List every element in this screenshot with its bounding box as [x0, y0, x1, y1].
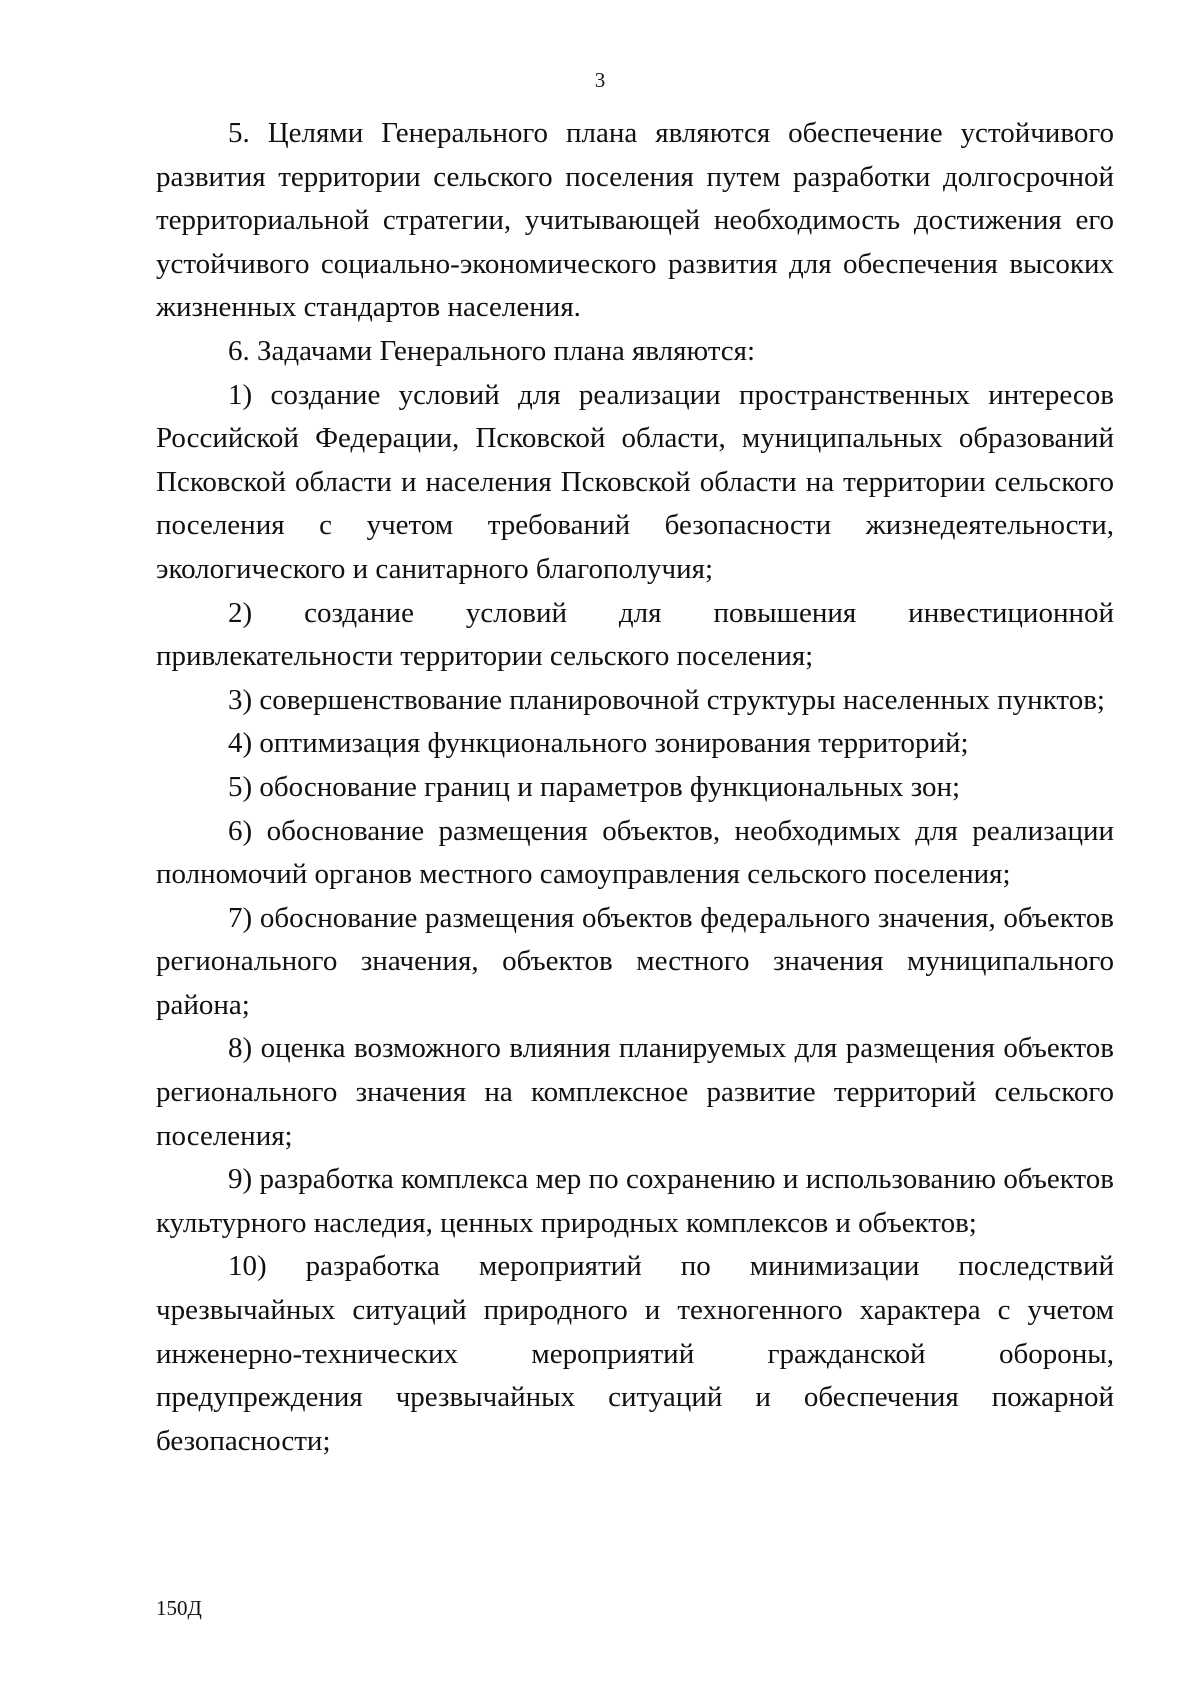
list-item-7: 7) обоснование размещения объектов федерального значения, объектов регионального значения, объектов местного значения муниципального района;	[156, 901, 1114, 1021]
list-item-8: 8) оценка возможного влияния планируемых для размещения объектов регионального значения на комплексное развитие территорий сельского поселения;	[156, 1032, 1114, 1152]
page-number: 3	[594, 68, 606, 92]
list-item-1: 1) создание условий для реализации пространственных интересов Российской Федерации, Псковской области, муниципальных образований Псковской области и населения Псковской области на территории сельского поселения с учетом требований безопасности жизнедеятельности, экологического и санитарного благополучия;	[156, 378, 1114, 585]
document-code: 150Д	[156, 1596, 202, 1620]
list-item-6: 6) обоснование размещения объектов, необходимых для реализации полномочий органов местного самоуправления сельского поселения;	[156, 814, 1114, 891]
list-item-3: 3) совершенствование планировочной структуры населенных пунктов;	[228, 683, 1105, 716]
paragraph-goals: 5. Целями Генерального плана являются обеспечение устойчивого развития территории сельского поселения путем разработки долгосрочной территориальной стратегии, учитывающей необходимость достижения его устойчивого социально-экономического развития для обеспечения высоких жизненных стандартов населения.	[156, 117, 1114, 324]
document-body	[156, 112, 1114, 1463]
list-item-5: 5) обоснование границ и параметров функциональных зон;	[228, 770, 961, 803]
list-item-9: 9) разработка комплекса мер по сохранению и использованию объектов культурного наследия, ценных природных комплексов и объектов;	[156, 1163, 1114, 1239]
list-item-10: 10) разработка мероприятий по минимизации последствий чрезвычайных ситуаций природного и техногенного характера с учетом инженерно-технических мероприятий гражданской обороны, предупреждения чрезвычайных ситуаций и обеспечения пожарной безопасности;	[156, 1250, 1114, 1457]
list-item-4: 4) оптимизация функционального зонирования территорий;	[228, 727, 969, 760]
list-item-2: 2) создание условий для повышения инвестиционной привлекательности территории сельского поселения;	[156, 596, 1114, 673]
paragraph-tasks-heading: 6. Задачами Генерального плана являются:	[228, 334, 756, 367]
